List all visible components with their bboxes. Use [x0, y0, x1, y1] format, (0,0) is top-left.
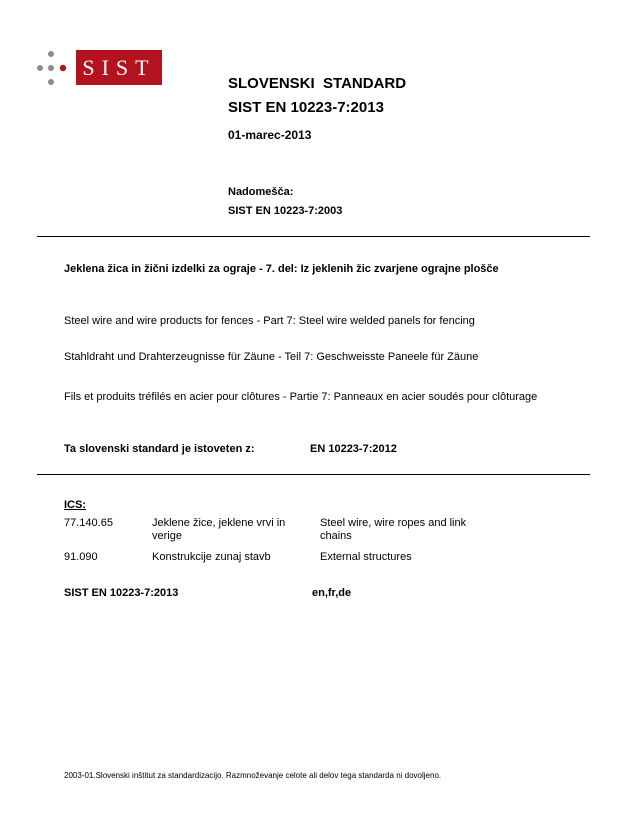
- copyright-notice: 2003-01.Slovenski inštitut za standardizacijo. Razmnoževanje celote ali delov tega standarda ni dovoljeno.: [64, 771, 442, 780]
- ics-label: ICS:: [64, 499, 86, 511]
- identical-label: Ta slovenski standard je istoveten z:: [64, 443, 255, 455]
- divider-top: [37, 236, 590, 237]
- sist-logo-text: SIST: [82, 55, 156, 80]
- title-french: Fils et produits tréfilés en acier pour clôtures - Partie 7: Panneaux en acier soudés pour clôturage: [64, 391, 538, 403]
- title-slovenian: Jeklena žica in žični izdelki za ograje - 7. del: Iz jeklenih žic zvarjene ograjne plošče: [64, 263, 499, 275]
- replaces-label: Nadomešča:: [228, 186, 294, 198]
- publication-date: 01-marec-2013: [228, 128, 312, 142]
- ics-code: 77.140.65: [64, 517, 113, 529]
- ics-description-sl: Konstrukcije zunaj stavb: [152, 551, 271, 563]
- title-german: Stahldraht und Drahterzeugnisse für Zäune - Teil 7: Geschweisste Paneele für Zäune: [64, 351, 479, 363]
- ics-description-en: External structures: [320, 551, 412, 563]
- document-code: SIST EN 10223-7:2013: [64, 587, 179, 599]
- ics-description-en: Steel wire, wire ropes and link chains: [320, 517, 467, 542]
- identical-value: EN 10223-7:2012: [310, 443, 397, 455]
- sist-logo-dots: [36, 51, 72, 87]
- sist-logo: [76, 50, 162, 85]
- title-english: Steel wire and wire products for fences - Part 7: Steel wire welded panels for fencing: [64, 315, 475, 327]
- ics-description-sl: Jeklene žice, jeklene vrvi in verige: [152, 517, 286, 542]
- document-languages: en,fr,de: [312, 587, 352, 599]
- standard-title: SLOVENSKI STANDARD: [228, 75, 407, 92]
- ics-code: 91.090: [64, 551, 98, 563]
- replaces-code: SIST EN 10223-7:2003: [228, 205, 343, 217]
- standard-code: SIST EN 10223-7:2013: [228, 99, 384, 116]
- divider-bottom: [37, 474, 590, 475]
